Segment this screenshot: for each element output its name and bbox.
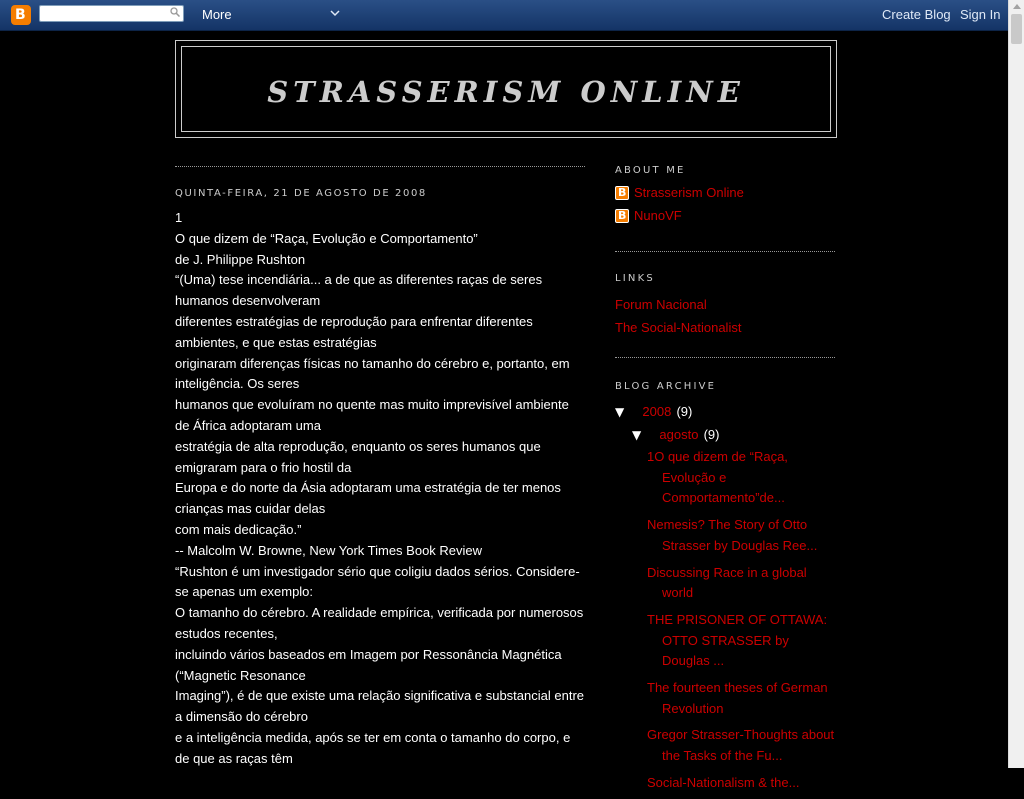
profile-item (615, 183, 835, 206)
archive-post-item (615, 562, 835, 603)
profile-link[interactable]: NunoVF (634, 208, 682, 223)
archive-post-link[interactable]: Nemesis? The Story of Otto Strasser by Douglas Ree... (647, 517, 818, 553)
post-line: “Rushton é um investigador sério que coligiu dados sérios. Considere-se apenas um exemplo: (175, 563, 580, 600)
post-line: O que dizem de “Raça, Evolução e Comportamento” (175, 230, 478, 246)
create-blog-link[interactable]: Create Blog (882, 7, 951, 22)
search-input[interactable] (39, 5, 184, 22)
archive-post-link[interactable]: The fourteen theses of German Revolution (647, 680, 828, 716)
archive-month-count: (9) (703, 427, 720, 442)
blogger-profile-icon: B (615, 209, 629, 223)
archive-post-item (615, 724, 835, 765)
archive-month-link[interactable]: agosto (659, 427, 699, 442)
blog-title[interactable]: STRASSERISM ONLINE (267, 75, 745, 109)
year-toggle-icon[interactable]: ▼ (615, 405, 625, 419)
blog-archive-heading: BLOG ARCHIVE (615, 381, 717, 392)
profile-item (615, 206, 835, 229)
post-line: Imaging”), é de que existe uma relação significativa e substancial entre a dimensão do cérebro (175, 688, 584, 725)
divider (615, 357, 835, 358)
about-me-heading: ABOUT ME (615, 165, 686, 176)
post-line: e a inteligência medida, após se ter em conta o tamanho do corpo, e de que as raças têm (175, 729, 571, 766)
post-line: diferentes estratégias de reprodução para enfrentar diferentes ambientes, e que estas estratégias (175, 313, 533, 350)
archive-post-item (615, 514, 835, 555)
archive-month-row (632, 424, 835, 443)
archive-post-list (615, 446, 835, 799)
archive-post-item (615, 609, 835, 671)
scroll-up-arrow-icon[interactable] (1013, 4, 1021, 9)
post-line: Europa e do norte da Ásia adoptaram uma estratégia de ter menos crianças mas cuidar delas (175, 480, 561, 517)
post-date: QUINTA-FEIRA, 21 DE AGOSTO DE 2008 (175, 188, 427, 199)
archive-post-link[interactable]: Social-Nationalism & the... (647, 774, 800, 790)
post-line: de J. Philippe Rushton (175, 251, 306, 267)
blog-header (175, 40, 837, 138)
month-toggle-icon[interactable]: ▼ (632, 428, 642, 442)
profile-link[interactable]: Strasserism Online (634, 185, 744, 200)
scrollbar-thumb[interactable] (1011, 14, 1022, 44)
profile-list (615, 183, 835, 229)
archive-post-link[interactable]: Discussing Race in a global world (647, 564, 807, 601)
divider (175, 166, 585, 167)
post-line: humanos que evoluíram no quente mas muito imprevisível ambiente de África adoptaram uma (175, 397, 569, 433)
main-column (175, 166, 585, 766)
post-body (175, 208, 585, 770)
blogger-profile-icon: B (615, 186, 629, 200)
post-line: 1 (175, 210, 183, 225)
archive-post-link[interactable]: THE PRISONER OF OTTAWA: OTTO STRASSER by Douglas ... (647, 611, 828, 669)
sidebar-link[interactable]: The Social-Nationalist (615, 320, 742, 335)
blogger-logo-icon[interactable]: B (11, 5, 31, 25)
blogger-navbar (0, 0, 1008, 31)
sign-in-link[interactable]: Sign In (960, 7, 1001, 22)
archive-year-count: (9) (676, 404, 693, 419)
archive-post-link[interactable]: 1O que dizem de “Raça, Evolução e Comportamento”de... (647, 449, 788, 506)
divider (615, 251, 835, 252)
post-line: “(Uma) tese incendiária... a de que as diferentes raças de seres humanos desenvolveram (175, 272, 543, 309)
vertical-scrollbar[interactable] (1008, 0, 1024, 768)
links-list (615, 293, 835, 339)
archive-post-link[interactable]: Gregor Strasser-Thoughts about the Tasks of the Fu... (647, 727, 835, 764)
more-menu[interactable]: More (202, 7, 232, 22)
post-line: incluindo vários baseados em Imagem por Ressonância Magnética (“Magnetic Resonance (175, 646, 562, 683)
archive-post-item (615, 446, 835, 508)
archive-post-item (615, 772, 835, 793)
sidebar-link[interactable]: Forum Nacional (615, 297, 707, 312)
post-line: originaram diferenças físicas no tamanho do cérebro e, portanto, em inteligência. Os seres (175, 355, 570, 392)
post-line: -- Malcolm W. Browne, New York Times Book Review (175, 542, 483, 558)
archive-year-row (615, 401, 835, 420)
archive-year-link[interactable]: 2008 (642, 404, 672, 419)
chevron-down-icon[interactable] (330, 9, 340, 17)
post-line: com mais dedicação.” (175, 521, 302, 537)
blog-header-inner (181, 46, 831, 132)
post-line: O tamanho do cérebro. A realidade empírica, verificada por numerosos estudos recentes, (175, 605, 584, 641)
links-heading: LINKS (615, 273, 655, 284)
search-icon[interactable] (170, 7, 180, 17)
post-line: estratégia de alta reprodução, enquanto os seres humanos que emigraram para o frio hostil da (175, 438, 541, 475)
archive-post-item (615, 677, 835, 718)
